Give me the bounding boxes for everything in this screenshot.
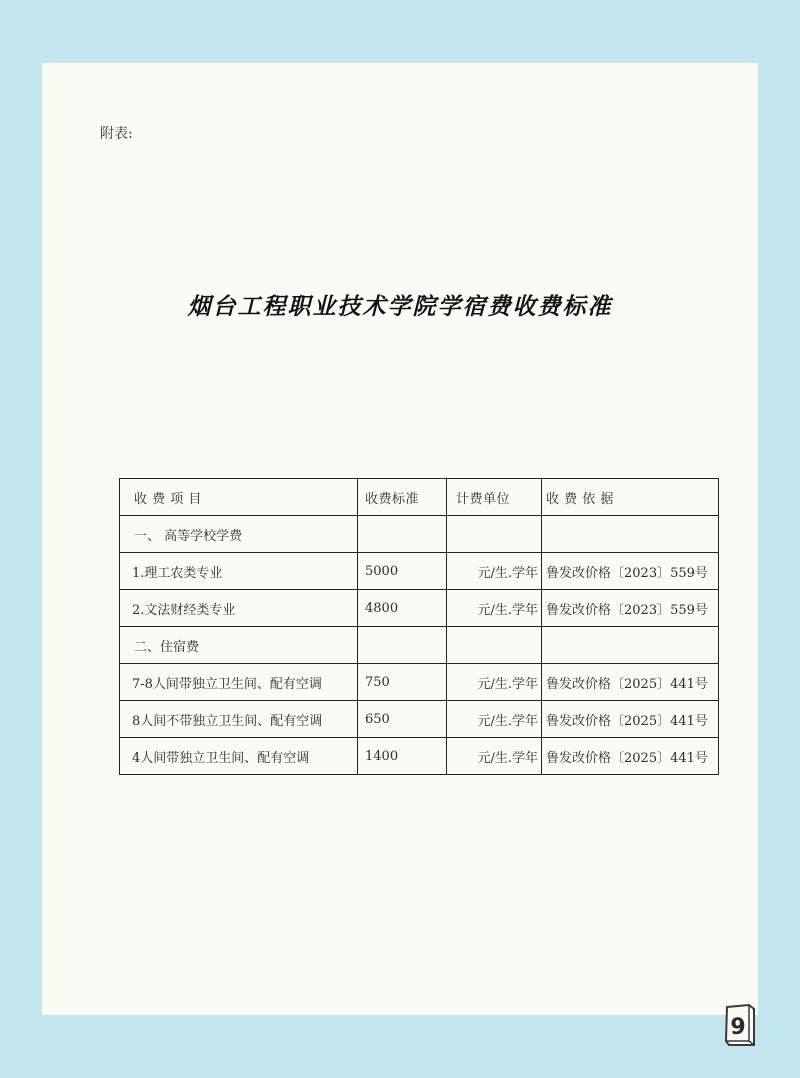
header-basis: 收 费 依 据 <box>542 479 719 516</box>
table-row <box>120 701 719 738</box>
cell-standard <box>358 516 447 553</box>
cell-standard: 1400 <box>358 738 447 775</box>
cell-standard: 5000 <box>358 553 447 590</box>
cell-basis: 鲁发改价格〔2023〕559号 <box>542 590 719 627</box>
cell-item: 一、 高等学校学费 <box>120 516 358 553</box>
cell-unit <box>447 516 542 553</box>
cell-item: 4人间带独立卫生间、配有空调 <box>120 738 358 775</box>
header-item: 收 费 项 目 <box>120 479 358 516</box>
cell-unit: 元/生.学年 <box>447 664 542 701</box>
table-row <box>120 627 719 664</box>
header-standard: 收费标准 <box>358 479 447 516</box>
table-header-row <box>120 479 719 516</box>
cell-item: 7-8人间带独立卫生间、配有空调 <box>120 664 358 701</box>
page-number-badge <box>723 1003 757 1047</box>
appendix-label: 附表: <box>100 126 133 142</box>
cell-item: 2.文法财经类专业 <box>120 590 358 627</box>
cell-unit: 元/生.学年 <box>447 553 542 590</box>
table-row <box>120 664 719 701</box>
header-unit: 计费单位 <box>447 479 542 516</box>
cell-standard <box>358 627 447 664</box>
cell-unit: 元/生.学年 <box>447 590 542 627</box>
cell-item: 二、住宿费 <box>120 627 358 664</box>
document-page <box>42 63 758 1015</box>
cell-basis <box>542 627 719 664</box>
cell-standard: 750 <box>358 664 447 701</box>
cell-basis: 鲁发改价格〔2023〕559号 <box>542 553 719 590</box>
cell-basis: 鲁发改价格〔2025〕441号 <box>542 738 719 775</box>
cell-basis: 鲁发改价格〔2025〕441号 <box>542 664 719 701</box>
cell-basis: 鲁发改价格〔2025〕441号 <box>542 701 719 738</box>
cell-unit <box>447 627 542 664</box>
document-title: 烟台工程职业技术学院学宿费收费标准 <box>187 294 613 320</box>
cell-standard: 650 <box>358 701 447 738</box>
cell-standard: 4800 <box>358 590 447 627</box>
cell-item: 8人间不带独立卫生间、配有空调 <box>120 701 358 738</box>
cell-item: 1.理工农类专业 <box>120 553 358 590</box>
table-row <box>120 738 719 775</box>
table-row <box>120 516 719 553</box>
table-row <box>120 590 719 627</box>
table-row <box>120 553 719 590</box>
cell-unit: 元/生.学年 <box>447 701 542 738</box>
cell-unit: 元/生.学年 <box>447 738 542 775</box>
fee-standard-table <box>119 478 719 775</box>
cell-basis <box>542 516 719 553</box>
page-number: 9 <box>730 1015 746 1040</box>
